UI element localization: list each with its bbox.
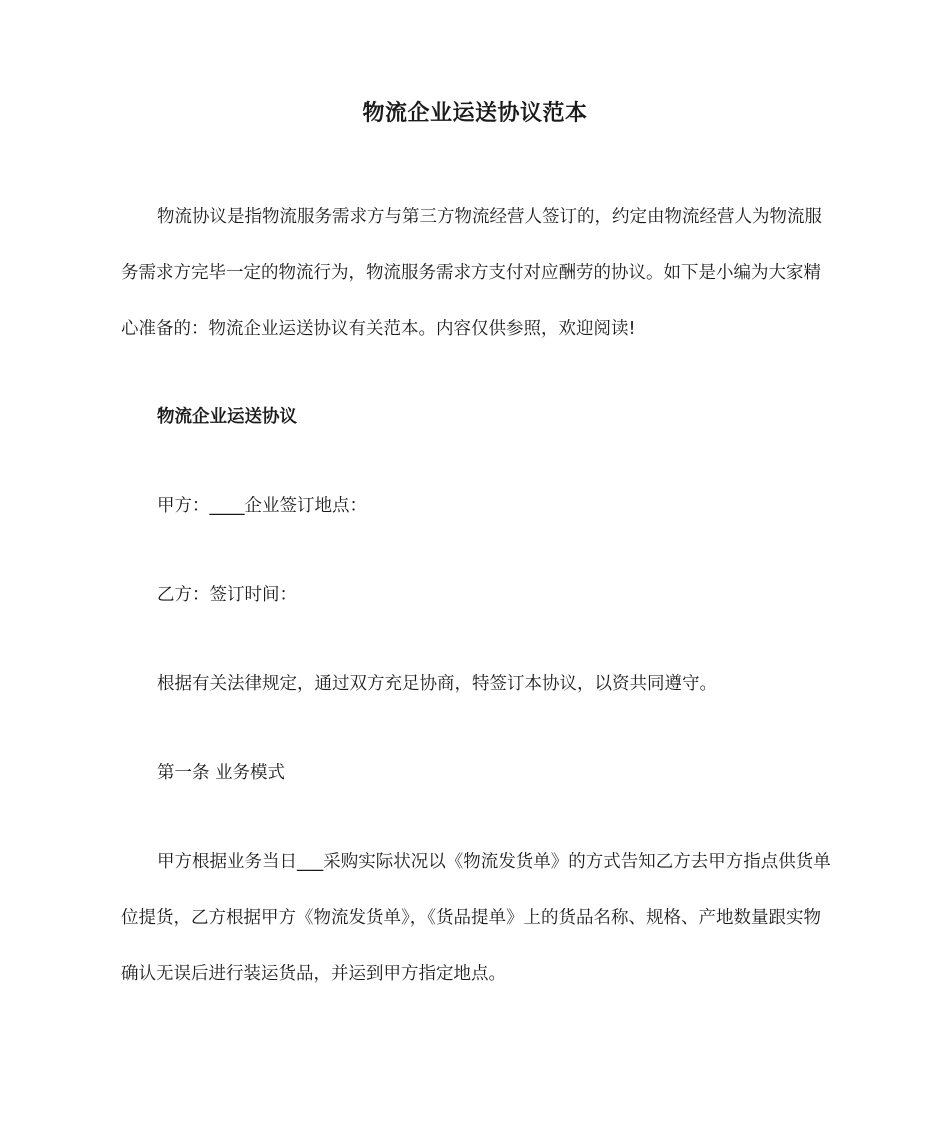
- preamble-line: 根据有关法律规定，通过双方充足协商，特签订本协议，以资共同遵守。: [157, 674, 717, 694]
- document-title: 物流企业运送协议范本: [362, 101, 588, 126]
- article-1-body: 甲方根据业务当日___采购实际状况以《物流发货单》的方式告知乙方去甲方指点供货单位提货，乙方根据甲方《物流发货单》，《货品提单》上的货品名称、规格、产地数量跟实物确认无误后进行装运货品，并运到甲方指定地点。: [121, 852, 831, 984]
- article-1-title: 第一条 业务模式: [157, 763, 286, 783]
- party-a-line: 甲方：____企业签订地点：: [157, 496, 367, 516]
- intro-paragraph: 物流协议是指物流服务需求方与第三方物流经营人签订的，约定由物流经营人为物流服务需求方完毕一定的物流行为，物流服务需求方支付对应酬劳的协议。如下是小编为大家精心准备的：物流企业运送协议有关范本。内容仅供参照，欢迎阅读!: [121, 207, 822, 339]
- party-b-line: 乙方：签订时间：: [157, 585, 297, 605]
- agreement-heading: 物流企业运送协议: [157, 407, 297, 427]
